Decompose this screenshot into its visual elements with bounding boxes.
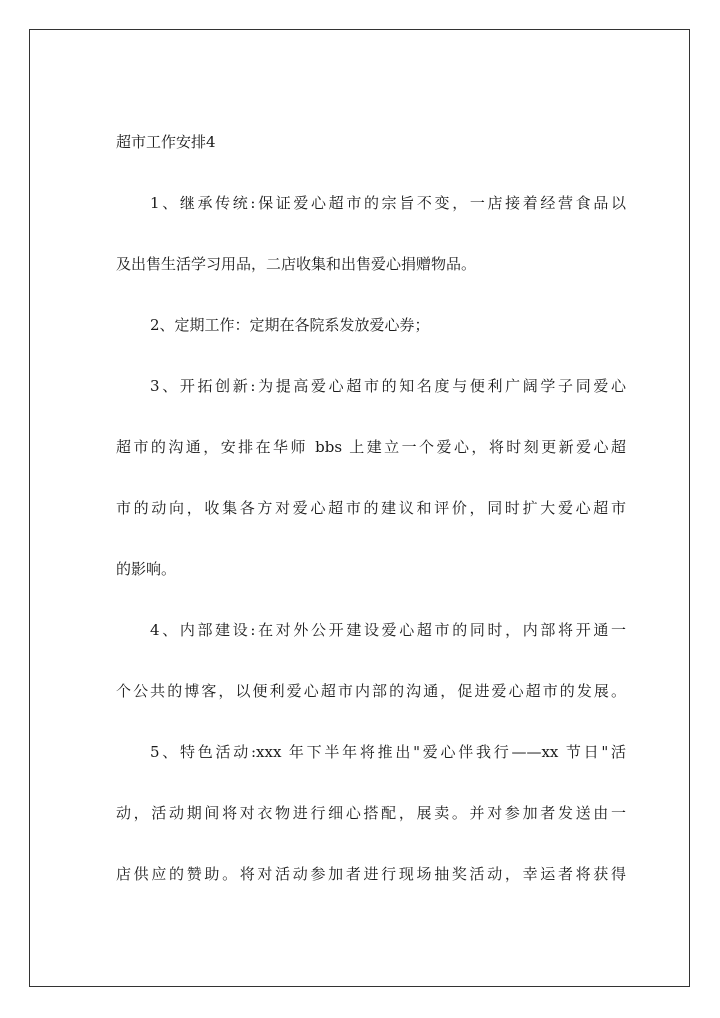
title-spacer (116, 160, 626, 185)
paragraph-5 (116, 734, 626, 917)
document-body (116, 124, 626, 917)
paragraph-line: 2、定期工作：定期在各院系发放爱心券； (150, 316, 430, 334)
paragraph-line: 4、内部建设:在对外公开建设爱心超市的同时，内部将开通一 (150, 621, 626, 639)
paragraph-line: 3、开拓创新:为提高爱心超市的知名度与便利广阔学子同爱心 (150, 377, 626, 395)
paragraph-line: 店供应的赞助。将对活动参加者进行现场抽奖活动，幸运者将获得 (116, 865, 626, 883)
paragraph-3 (116, 368, 626, 612)
paragraph-2 (116, 307, 626, 368)
paragraph-line: 动，活动期间将对衣物进行细心搭配，展卖。并对参加者发送由一 (116, 804, 626, 822)
paragraph-line: 个公共的博客，以便利爱心超市内部的沟通，促进爱心超市的发展。 (116, 682, 626, 700)
paragraph-line: 市的动向，收集各方对爱心超市的建议和评价，同时扩大爱心超市 (116, 499, 626, 517)
paragraph-1 (116, 185, 626, 307)
paragraph-line: 超市的沟通，安排在华师 bbs 上建立一个爱心，将时刻更新爱心超 (116, 438, 626, 456)
paragraph-4 (116, 612, 626, 734)
paragraph-line: 1、继承传统:保证爱心超市的宗旨不变，一店接着经营食品以 (150, 194, 626, 212)
paragraph-line: 及出售生活学习用品，二店收集和出售爱心捐赠物品。 (116, 255, 477, 273)
document-title: 超市工作安排4 (116, 133, 216, 151)
paragraph-line: 的影响。 (116, 560, 177, 578)
paragraph-line: 5、特色活动:xxx 年下半年将推出"爱心伴我行——xx 节日"活 (150, 743, 626, 761)
